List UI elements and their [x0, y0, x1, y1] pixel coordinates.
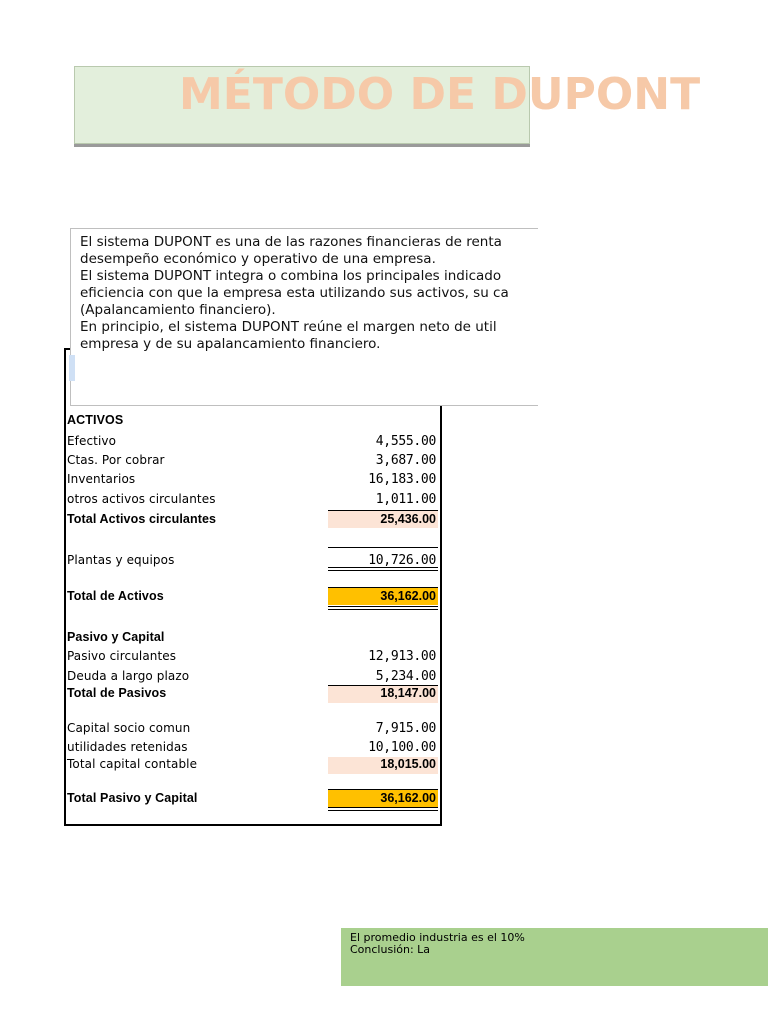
- row-value: 4,555.00: [375, 434, 436, 449]
- row-value: 10,100.00: [368, 740, 436, 755]
- intro-line: En principio, el sistema DUPONT reúne el margen neto de util: [80, 319, 497, 335]
- sheet-row: [66, 587, 440, 606]
- row-value: 36,162.00: [380, 791, 436, 805]
- page-title: MÉTODO DE DUPONT: [179, 69, 701, 120]
- row-label: Pasivo circulantes: [67, 649, 177, 663]
- title-banner: [74, 66, 701, 144]
- intro-line: El sistema DUPONT integra o combina los principales indicado: [80, 268, 502, 284]
- sheet-row: [66, 451, 440, 470]
- row-label: Plantas y equipos: [67, 553, 175, 567]
- row-label: Total capital contable: [67, 757, 198, 771]
- sheet-row: [66, 411, 440, 430]
- row-label: Total de Activos: [67, 589, 164, 603]
- row-value: 36,162.00: [380, 589, 436, 603]
- sheet-row: [66, 755, 440, 774]
- row-label: Capital socio comun: [67, 721, 191, 735]
- sheet-row: [66, 551, 440, 570]
- sheet-row: [66, 510, 440, 529]
- sheet-row: [66, 628, 440, 647]
- row-value: 18,015.00: [380, 757, 436, 771]
- intro-line: (Apalancamiento financiero).: [80, 302, 276, 318]
- row-label: Pasivo y Capital: [67, 630, 165, 644]
- intro-line: eficiencia con que la empresa esta utilizando sus activos, su ca: [80, 285, 509, 301]
- row-label: utilidades retenidas: [67, 740, 188, 754]
- row-label: Ctas. Por cobrar: [67, 453, 165, 467]
- row-value: 5,234.00: [375, 669, 436, 684]
- intro-line: desempeño económico y operativo de una empresa.: [80, 251, 436, 267]
- intro-line: empresa y de su apalancamiento financiero.: [80, 336, 381, 352]
- sheet-row: [66, 789, 440, 808]
- balance-sheet: [64, 348, 442, 826]
- sheet-row: [66, 490, 440, 509]
- row-value: 16,183.00: [368, 472, 436, 487]
- cell-selection-fragment: [69, 355, 75, 381]
- intro-text-box: [70, 228, 538, 406]
- row-value: 25,436.00: [380, 512, 436, 526]
- row-value: 12,913.00: [368, 649, 436, 664]
- row-label: Total de Pasivos: [67, 686, 167, 700]
- row-label: Total Activos circulantes: [67, 512, 217, 526]
- sheet-row: [66, 432, 440, 451]
- note-line: Conclusión: La: [350, 943, 431, 956]
- note-line: El promedio industria es el 10%: [350, 931, 525, 944]
- row-value: 10,726.00: [368, 553, 436, 568]
- sheet-row: [66, 470, 440, 489]
- row-value: 3,687.00: [375, 453, 436, 468]
- sheet-row: [66, 719, 440, 738]
- intro-line: El sistema DUPONT es una de las razones financieras de renta: [80, 234, 502, 250]
- row-value: 1,011.00: [375, 492, 436, 507]
- row-label: Total Pasivo y Capital: [67, 791, 198, 805]
- double-rule: [328, 606, 438, 610]
- sheet-row: [66, 684, 440, 703]
- row-label: Inventarios: [67, 472, 136, 486]
- row-value: 7,915.00: [375, 721, 436, 736]
- row-value: 18,147.00: [380, 686, 436, 700]
- rule: [328, 547, 438, 548]
- conclusion-note: [341, 928, 768, 986]
- row-label: ACTIVOS: [67, 413, 124, 427]
- row-label: Deuda a largo plazo: [67, 669, 190, 683]
- sheet-row: [66, 647, 440, 666]
- row-label: otros activos circulantes: [67, 492, 216, 506]
- row-label: Efectivo: [67, 434, 117, 448]
